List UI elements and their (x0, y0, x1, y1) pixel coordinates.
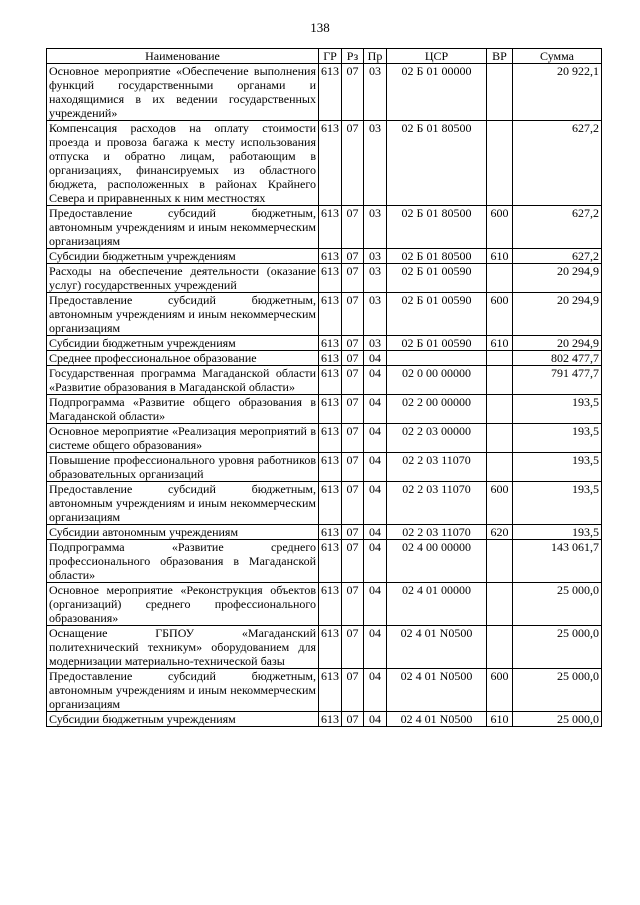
row-vr (487, 351, 513, 366)
row-sum: 20 922,1 (513, 64, 602, 121)
row-rz: 07 (342, 424, 364, 453)
row-gr: 613 (319, 121, 342, 206)
table-row (47, 121, 602, 206)
row-rz: 07 (342, 351, 364, 366)
row-sum: 627,2 (513, 249, 602, 264)
row-csr: 02 2 03 00000 (387, 424, 487, 453)
row-pr: 04 (364, 626, 387, 669)
row-name: Подпрограмма «Развитие среднего профессионального образования в Магаданской области» (47, 540, 319, 583)
row-sum: 20 294,9 (513, 293, 602, 336)
table-row (47, 669, 602, 712)
row-csr: 02 Б 01 80500 (387, 206, 487, 249)
row-name: Основное мероприятие «Обеспечение выполнения функций государственными органами и находящимися в их ведении государственных учреждений» (47, 64, 319, 121)
row-pr: 03 (364, 336, 387, 351)
row-sum: 143 061,7 (513, 540, 602, 583)
header-pr: Пр (364, 49, 387, 64)
row-rz: 07 (342, 395, 364, 424)
row-gr: 613 (319, 249, 342, 264)
row-name: Субсидии бюджетным учреждениям (47, 249, 319, 264)
row-vr: 610 (487, 336, 513, 351)
row-gr: 613 (319, 206, 342, 249)
row-gr: 613 (319, 482, 342, 525)
row-csr: 02 Б 01 80500 (387, 121, 487, 206)
row-name: Предоставление субсидий бюджетным, автономным учреждениям и иным некоммерческим организациям (47, 482, 319, 525)
row-sum: 25 000,0 (513, 712, 602, 727)
row-pr: 03 (364, 249, 387, 264)
row-csr (387, 351, 487, 366)
row-csr: 02 0 00 00000 (387, 366, 487, 395)
row-name: Основное мероприятие «Реконструкция объектов (организаций) среднего профессионального образования» (47, 583, 319, 626)
row-sum: 627,2 (513, 206, 602, 249)
row-gr: 613 (319, 540, 342, 583)
row-pr: 03 (364, 206, 387, 249)
row-rz: 07 (342, 264, 364, 293)
row-rz: 07 (342, 453, 364, 482)
header-sum: Сумма (513, 49, 602, 64)
row-name: Расходы на обеспечение деятельности (оказание услуг) государственных учреждений (47, 264, 319, 293)
row-csr: 02 2 03 11070 (387, 525, 487, 540)
row-pr: 04 (364, 351, 387, 366)
table-row (47, 64, 602, 121)
row-rz: 07 (342, 525, 364, 540)
row-sum: 193,5 (513, 482, 602, 525)
row-pr: 04 (364, 669, 387, 712)
table-header-row (47, 49, 602, 64)
row-rz: 07 (342, 712, 364, 727)
row-rz: 07 (342, 540, 364, 583)
row-name: Государственная программа Магаданской области «Развитие образования в Магаданской области» (47, 366, 319, 395)
row-csr: 02 4 01 00000 (387, 583, 487, 626)
row-rz: 07 (342, 336, 364, 351)
table-body (47, 64, 602, 727)
table-row (47, 453, 602, 482)
row-csr: 02 4 00 00000 (387, 540, 487, 583)
row-sum: 791 477,7 (513, 366, 602, 395)
row-name: Подпрограмма «Развитие общего образования в Магаданской области» (47, 395, 319, 424)
row-gr: 613 (319, 525, 342, 540)
row-csr: 02 Б 01 00590 (387, 293, 487, 336)
row-csr: 02 4 01 N0500 (387, 626, 487, 669)
row-csr: 02 2 03 11070 (387, 482, 487, 525)
table-row (47, 249, 602, 264)
row-pr: 04 (364, 525, 387, 540)
table-row (47, 206, 602, 249)
row-vr (487, 64, 513, 121)
row-name: Основное мероприятие «Реализация мероприятий в системе общего образования» (47, 424, 319, 453)
row-gr: 613 (319, 366, 342, 395)
row-csr: 02 2 03 11070 (387, 453, 487, 482)
row-vr: 600 (487, 293, 513, 336)
row-sum: 25 000,0 (513, 626, 602, 669)
table-row (47, 712, 602, 727)
row-name: Среднее профессиональное образование (47, 351, 319, 366)
row-sum: 193,5 (513, 395, 602, 424)
row-pr: 04 (364, 482, 387, 525)
row-gr: 613 (319, 453, 342, 482)
row-vr: 610 (487, 712, 513, 727)
row-gr: 613 (319, 424, 342, 453)
row-name: Компенсация расходов на оплату стоимости проезда и провоза багажа к месту использования отпуска и обратно лицам, работающим в организациях, финансируемых из областного бюджета, расположенных в районах Крайнего Севера и приравненных к ним местностях (47, 121, 319, 206)
row-csr: 02 Б 01 00590 (387, 336, 487, 351)
table-row (47, 540, 602, 583)
row-gr: 613 (319, 669, 342, 712)
row-vr (487, 395, 513, 424)
row-rz: 07 (342, 249, 364, 264)
row-sum: 627,2 (513, 121, 602, 206)
row-rz: 07 (342, 669, 364, 712)
row-rz: 07 (342, 293, 364, 336)
row-gr: 613 (319, 64, 342, 121)
table-row (47, 395, 602, 424)
row-pr: 04 (364, 712, 387, 727)
row-pr: 04 (364, 395, 387, 424)
row-rz: 07 (342, 64, 364, 121)
header-gr: ГР (319, 49, 342, 64)
table-row (47, 366, 602, 395)
row-rz: 07 (342, 482, 364, 525)
row-sum: 193,5 (513, 424, 602, 453)
row-gr: 613 (319, 293, 342, 336)
row-gr: 613 (319, 264, 342, 293)
row-sum: 20 294,9 (513, 264, 602, 293)
row-gr: 613 (319, 626, 342, 669)
row-pr: 03 (364, 293, 387, 336)
row-pr: 03 (364, 264, 387, 293)
row-rz: 07 (342, 583, 364, 626)
header-name: Наименование (47, 49, 319, 64)
row-rz: 07 (342, 366, 364, 395)
row-vr (487, 366, 513, 395)
row-name: Субсидии бюджетным учреждениям (47, 712, 319, 727)
row-pr: 04 (364, 540, 387, 583)
header-rz: Рз (342, 49, 364, 64)
row-csr: 02 4 01 N0500 (387, 669, 487, 712)
row-pr: 03 (364, 121, 387, 206)
row-sum: 802 477,7 (513, 351, 602, 366)
row-pr: 04 (364, 453, 387, 482)
row-pr: 04 (364, 583, 387, 626)
row-rz: 07 (342, 206, 364, 249)
table-row (47, 293, 602, 336)
row-vr (487, 626, 513, 669)
row-vr (487, 424, 513, 453)
row-vr: 610 (487, 249, 513, 264)
row-vr (487, 121, 513, 206)
row-csr: 02 Б 01 80500 (387, 249, 487, 264)
row-vr (487, 583, 513, 626)
row-gr: 613 (319, 583, 342, 626)
row-gr: 613 (319, 712, 342, 727)
row-name: Оснащение ГБПОУ «Магаданский политехнический техникум» оборудованием для модернизации материально-технической базы (47, 626, 319, 669)
row-vr: 600 (487, 206, 513, 249)
row-vr: 600 (487, 482, 513, 525)
row-rz: 07 (342, 121, 364, 206)
row-sum: 193,5 (513, 453, 602, 482)
header-csr: ЦСР (387, 49, 487, 64)
row-gr: 613 (319, 395, 342, 424)
row-vr (487, 540, 513, 583)
row-csr: 02 Б 01 00590 (387, 264, 487, 293)
row-sum: 20 294,9 (513, 336, 602, 351)
row-pr: 03 (364, 64, 387, 121)
row-name: Предоставление субсидий бюджетным, автономным учреждениям и иным некоммерческим организациям (47, 206, 319, 249)
row-pr: 04 (364, 424, 387, 453)
row-name: Субсидии бюджетным учреждениям (47, 336, 319, 351)
row-pr: 04 (364, 366, 387, 395)
budget-table (46, 48, 602, 727)
table-row (47, 351, 602, 366)
table-row (47, 626, 602, 669)
row-csr: 02 Б 01 00000 (387, 64, 487, 121)
row-csr: 02 2 00 00000 (387, 395, 487, 424)
header-vr: ВР (487, 49, 513, 64)
row-sum: 25 000,0 (513, 583, 602, 626)
row-name: Повышение профессионального уровня работников образовательных организаций (47, 453, 319, 482)
table-row (47, 482, 602, 525)
row-vr: 600 (487, 669, 513, 712)
row-sum: 193,5 (513, 525, 602, 540)
row-vr (487, 264, 513, 293)
page-number: 138 (310, 20, 330, 35)
row-rz: 07 (342, 626, 364, 669)
row-vr (487, 453, 513, 482)
table-row (47, 336, 602, 351)
row-name: Субсидии автономным учреждениям (47, 525, 319, 540)
row-sum: 25 000,0 (513, 669, 602, 712)
table-row (47, 424, 602, 453)
row-gr: 613 (319, 336, 342, 351)
table-row (47, 583, 602, 626)
table-row (47, 525, 602, 540)
row-csr: 02 4 01 N0500 (387, 712, 487, 727)
table-row (47, 264, 602, 293)
row-vr: 620 (487, 525, 513, 540)
row-name: Предоставление субсидий бюджетным, автономным учреждениям и иным некоммерческим организациям (47, 293, 319, 336)
row-gr: 613 (319, 351, 342, 366)
row-name: Предоставление субсидий бюджетным, автономным учреждениям и иным некоммерческим организациям (47, 669, 319, 712)
